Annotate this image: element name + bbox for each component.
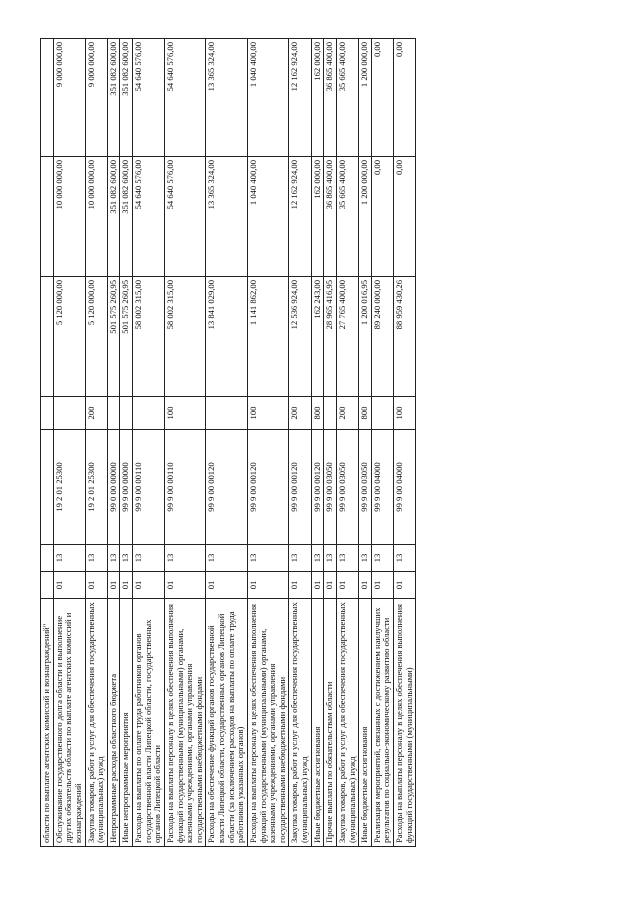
amount-cell-3: 35 665 400,00	[336, 39, 358, 157]
table-row	[85, 39, 107, 847]
row-name-cell: Расходы на обеспечение функций органов государственной власти Липецкой области, государственных органов Липецкой области (за исключением расходов на выплаты по оплате труда работников указанных органов)	[206, 599, 248, 847]
amount-cell-1: 5 120 000,00	[53, 277, 85, 397]
table-row	[311, 39, 324, 847]
row-name-cell: Реализация мероприятий, связанных с достижением наилучших результатов по социально-экономическому развитию области	[371, 599, 393, 847]
amount-cell-2: 10 000 000,00	[53, 157, 85, 277]
section-code-cell: 01	[371, 572, 393, 599]
subsection-code-cell: 13	[371, 545, 393, 572]
section-code-cell: 01	[85, 572, 107, 599]
section-code-cell: 01	[133, 572, 165, 599]
section-code-cell: 01	[164, 572, 206, 599]
table-row	[107, 39, 120, 847]
subsection-code-cell: 13	[206, 545, 248, 572]
section-code-cell: 01	[247, 572, 289, 599]
target-article-cell: 99 9 00 04000	[371, 430, 393, 545]
amount-cell-2: 35 665 400,00	[336, 157, 358, 277]
target-article-cell: 99 9 00 00110	[164, 430, 206, 545]
amount-cell-1: 58 002 315,00	[164, 277, 206, 397]
table-row	[41, 39, 54, 847]
target-article-cell: 19 2 01 25300	[85, 430, 107, 545]
expense-type-cell: 200	[85, 397, 107, 430]
amount-cell-3: 54 640 576,00	[133, 39, 165, 157]
amount-cell-3: 162 000,00	[311, 39, 324, 157]
expense-type-cell: 200	[289, 397, 311, 430]
subsection-code-cell: 13	[164, 545, 206, 572]
table-row	[53, 39, 85, 847]
amount-cell-2: 54 640 576,00	[133, 157, 165, 277]
expense-type-cell	[53, 397, 85, 430]
section-code-cell: 01	[206, 572, 248, 599]
table-row	[324, 39, 337, 847]
expense-type-cell: 200	[336, 397, 358, 430]
expense-type-cell	[120, 397, 133, 430]
amount-cell-2: 1 040 400,00	[247, 157, 289, 277]
section-code-cell: 01	[359, 572, 372, 599]
table-row	[164, 39, 206, 847]
subsection-code-cell: 13	[247, 545, 289, 572]
table-row	[336, 39, 358, 847]
expense-type-cell: 800	[359, 397, 372, 430]
subsection-code-cell: 13	[336, 545, 358, 572]
row-name-cell: Обслуживание государственного долга области и выполнение других обязательств области по выплате агентских комиссий и вознаграждений	[53, 599, 85, 847]
row-name-cell: Иные непрограммные мероприятия	[120, 599, 133, 847]
target-article-cell: 99 9 00 03050	[336, 430, 358, 545]
amount-cell-1: 58 002 315,00	[133, 277, 165, 397]
subsection-code-cell: 13	[289, 545, 311, 572]
target-article-cell: 99 9 00 00120	[247, 430, 289, 545]
row-name-cell: Прочие выплаты по обязательствам области	[324, 599, 337, 847]
amount-cell-1	[41, 277, 54, 397]
amount-cell-3: 9 000 000,00	[53, 39, 85, 157]
target-article-cell: 99 9 00 00000	[120, 430, 133, 545]
amount-cell-3: 9 000 000,00	[85, 39, 107, 157]
target-article-cell: 99 9 00 00120	[206, 430, 248, 545]
amount-cell-3: 351 082 600,00	[120, 39, 133, 157]
expense-type-cell: 100	[164, 397, 206, 430]
amount-cell-2: 54 640 576,00	[164, 157, 206, 277]
amount-cell-3: 12 162 924,00	[289, 39, 311, 157]
subsection-code-cell: 13	[53, 545, 85, 572]
amount-cell-1: 12 536 924,00	[289, 277, 311, 397]
table-row	[247, 39, 289, 847]
section-code-cell: 01	[120, 572, 133, 599]
amount-cell-1: 28 965 416,95	[324, 277, 337, 397]
amount-cell-2: 13 365 324,00	[206, 157, 248, 277]
amount-cell-1: 501 575 260,95	[120, 277, 133, 397]
target-article-cell: 19 2 01 25300	[53, 430, 85, 545]
expense-type-cell: 100	[247, 397, 289, 430]
row-name-cell: Расходы на выплаты персоналу в целях обеспечения выполнения функций государственными (муниципальными) органами, казенными учреждениями, органами управления государственными внебюджетными фондами	[247, 599, 289, 847]
amount-cell-1: 27 765 400,00	[336, 277, 358, 397]
section-code-cell: 01	[394, 572, 416, 599]
amount-cell-2: 0,00	[371, 157, 393, 277]
subsection-code-cell: 13	[394, 545, 416, 572]
table-row	[371, 39, 393, 847]
target-article-cell: 99 9 00 03050	[324, 430, 337, 545]
expense-type-cell	[133, 397, 165, 430]
table-row	[120, 39, 133, 847]
subsection-code-cell: 13	[359, 545, 372, 572]
amount-cell-3: 13 365 324,00	[206, 39, 248, 157]
subsection-code-cell: 13	[324, 545, 337, 572]
amount-cell-3: 1 040 400,00	[247, 39, 289, 157]
amount-cell-3: 0,00	[371, 39, 393, 157]
amount-cell-2: 10 000 000,00	[85, 157, 107, 277]
section-code-cell: 01	[107, 572, 120, 599]
target-article-cell: 99 9 00 03050	[359, 430, 372, 545]
table-row	[359, 39, 372, 847]
table-row	[394, 39, 416, 847]
expense-type-cell	[206, 397, 248, 430]
amount-cell-1: 162 243,00	[311, 277, 324, 397]
target-article-cell: 99 0 00 00000	[107, 430, 120, 545]
row-name-cell: Иные бюджетные ассигнования	[359, 599, 372, 847]
row-name-cell: Расходы на выплаты персоналу в целях обеспечения выполнения функций государственными (муниципальными) органами, казенными учреждениями, органами управления государственными внебюджетными фондами	[164, 599, 206, 847]
row-name-cell: Расходы на выплаты персоналу в целях обеспечения выполнения функций государственными (муниципальными)	[394, 599, 416, 847]
amount-cell-3: 0,00	[394, 39, 416, 157]
expense-type-cell	[324, 397, 337, 430]
amount-cell-2: 1 200 000,00	[359, 157, 372, 277]
row-name-cell: Расходы на выплаты по оплате труда работников органов государственной власти Липецкой области, государственных органов Липецкой области	[133, 599, 165, 847]
subsection-code-cell: 13	[311, 545, 324, 572]
amount-cell-3: 1 200 000,00	[359, 39, 372, 157]
expense-type-cell	[41, 397, 54, 430]
section-code-cell: 01	[311, 572, 324, 599]
amount-cell-2: 351 082 600,00	[107, 157, 120, 277]
section-code-cell	[41, 572, 54, 599]
target-article-cell: 99 9 00 00120	[311, 430, 324, 545]
section-code-cell: 01	[53, 572, 85, 599]
budget-table	[40, 38, 416, 847]
amount-cell-2	[41, 157, 54, 277]
row-name-cell: Закупка товаров, работ и услуг для обеспечения государственных (муниципальных) нужд	[336, 599, 358, 847]
amount-cell-1: 1 141 862,00	[247, 277, 289, 397]
amount-cell-1: 1 200 016,95	[359, 277, 372, 397]
subsection-code-cell	[41, 545, 54, 572]
amount-cell-1: 13 841 029,00	[206, 277, 248, 397]
table-row	[289, 39, 311, 847]
expense-type-cell: 800	[311, 397, 324, 430]
row-name-cell: Закупка товаров, работ и услуг для обеспечения государственных (муниципальных) нужд	[289, 599, 311, 847]
row-name-cell: области по выплате агентских комиссий и вознаграждений"	[41, 599, 54, 847]
target-article-cell: 99 9 00 00120	[289, 430, 311, 545]
amount-cell-1: 5 120 000,00	[85, 277, 107, 397]
subsection-code-cell: 13	[107, 545, 120, 572]
row-name-cell: Закупка товаров, работ и услуг для обеспечения государственных (муниципальных) нужд	[85, 599, 107, 847]
section-code-cell: 01	[289, 572, 311, 599]
target-article-cell	[41, 430, 54, 545]
amount-cell-1: 501 575 260,95	[107, 277, 120, 397]
expense-type-cell	[371, 397, 393, 430]
amount-cell-1: 89 240 000,00	[371, 277, 393, 397]
row-name-cell: Непрограммные расходы областного бюджета	[107, 599, 120, 847]
row-name-cell: Иные бюджетные ассигнования	[311, 599, 324, 847]
amount-cell-3: 36 865 400,00	[324, 39, 337, 157]
subsection-code-cell: 13	[133, 545, 165, 572]
subsection-code-cell: 13	[120, 545, 133, 572]
target-article-cell: 99 9 00 04000	[394, 430, 416, 545]
amount-cell-3	[41, 39, 54, 157]
amount-cell-3: 351 082 600,00	[107, 39, 120, 157]
amount-cell-2: 162 000,00	[311, 157, 324, 277]
amount-cell-2: 36 865 400,00	[324, 157, 337, 277]
expense-type-cell	[107, 397, 120, 430]
table-row	[206, 39, 248, 847]
expense-type-cell: 100	[394, 397, 416, 430]
table-body	[41, 39, 416, 847]
section-code-cell: 01	[324, 572, 337, 599]
section-code-cell: 01	[336, 572, 358, 599]
table-row	[133, 39, 165, 847]
subsection-code-cell: 13	[85, 545, 107, 572]
amount-cell-2: 351 082 600,00	[120, 157, 133, 277]
amount-cell-2: 0,00	[394, 157, 416, 277]
amount-cell-1: 88 959 430,26	[394, 277, 416, 397]
amount-cell-2: 12 162 924,00	[289, 157, 311, 277]
amount-cell-3: 54 640 576,00	[164, 39, 206, 157]
target-article-cell: 99 9 00 00110	[133, 430, 165, 545]
